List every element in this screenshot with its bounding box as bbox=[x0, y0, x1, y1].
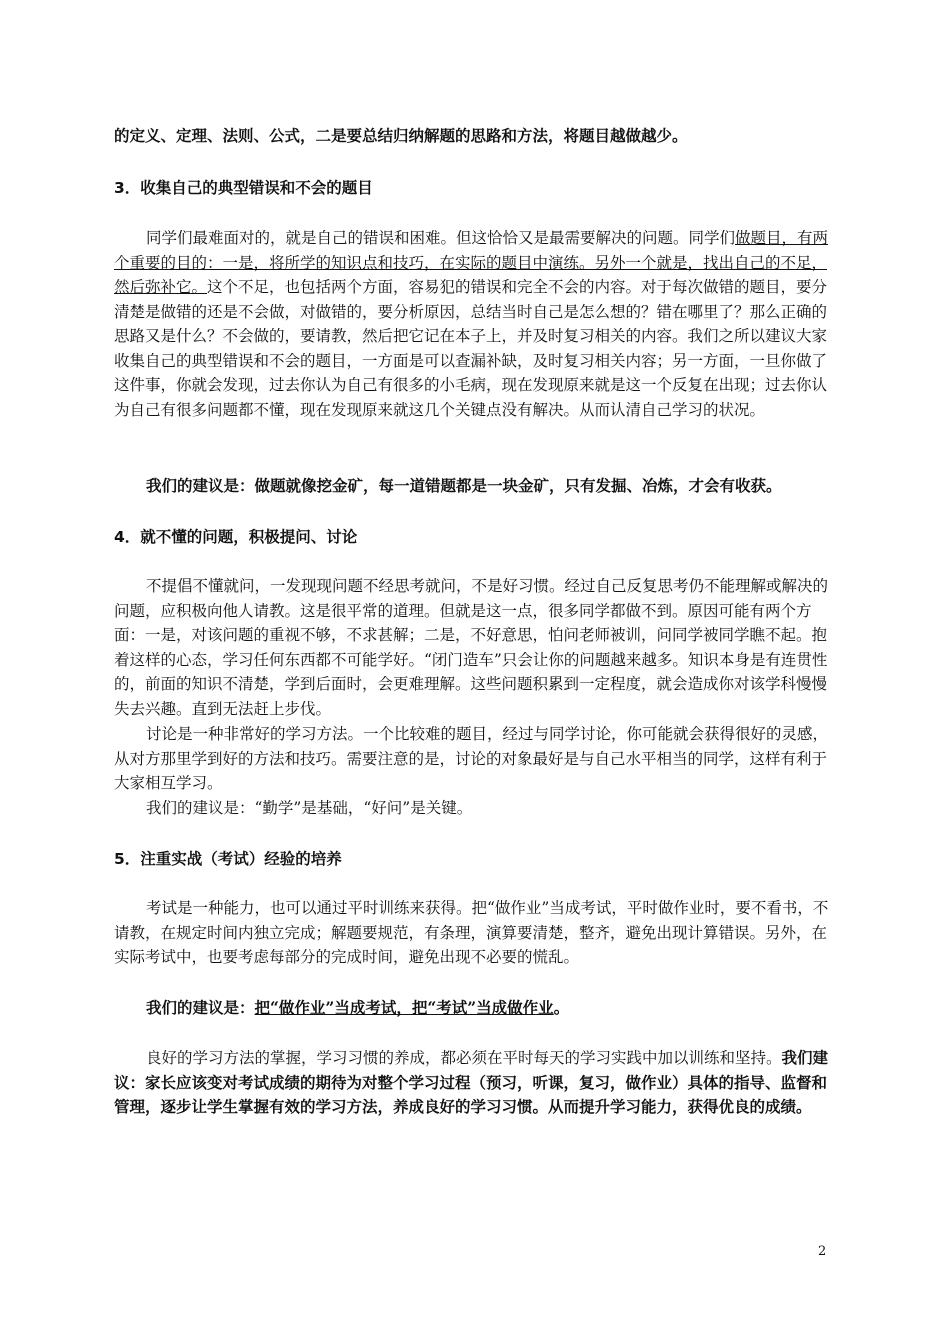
section-5-advice-prefix: 我们的建议是： bbox=[146, 998, 255, 1017]
section-5-advice bbox=[114, 996, 834, 1021]
section-4-heading: 4．就不懂的问题，积极提问、讨论 bbox=[114, 528, 358, 546]
section-4-paragraph-2: 讨论是一种非常好的学习方法。一个比较难的题目，经过与同学讨论，你可能就会获得很好的灵感，从对方那里学到好的方法和技巧。需要注意的是，讨论的对象最好是与自己水平相当的同学，这样有利于大家相互学习。 bbox=[114, 725, 829, 792]
section-5-heading: 5．注重实战（考试）经验的培养 bbox=[114, 850, 342, 868]
section-4-advice: 我们的建议是：“勤学”是基础，“好问”是关键。 bbox=[146, 799, 473, 817]
section-3-text-b: 这个不足，也包括两个方面，容易犯的错误和完全不会的内容。对于每次做错的题目，要分清楚是做错的还是不会做，对做错的，要分析原因，总结当时自己是怎么想的？错在哪里了？那么正确的思路又是什么？不会做的，要请教，然后把它记在本子上，并及时复习相关的内容。我们之所以建议大家收集自己的典型错误和不会的题目，一方面是可以查漏补缺，及时复习相关内容；另一方面，一旦你做了这件事，你就会发现，过去你认为自己有很多的小毛病，现在发现原来就是这一个反复在出现；过去你认为自己有很多问题都不懂，现在发现原来就这几个关键点没有解决。从而认清自己学习的状况。 bbox=[114, 278, 828, 419]
page-number: 2 bbox=[818, 1244, 827, 1259]
section-3-paragraph bbox=[114, 226, 834, 422]
section-3-heading: 3．收集自己的典型错误和不会的题目 bbox=[114, 179, 373, 197]
section-5-advice-suffix: 。 bbox=[553, 998, 570, 1017]
section-3-text-a: 同学们最难面对的，就是自己的错误和困难。但这恰恰又是最需要解决的问题。同学们 bbox=[146, 229, 736, 247]
section-5-paragraph: 考试是一种能力，也可以通过平时训练来获得。把“做作业”当成考试，平时做作业时，要不看书，不请教，在规定时间内独立完成；解题要规范，有条理，演算要清楚，整齐，避免出现计算错误。另外，在实际考试中，也要考虑每部分的完成时间，避免出现不必要的慌乱。 bbox=[114, 899, 829, 966]
section-4-paragraph-1: 不提倡不懂就问，一发现现问题不经思考就问，不是好习惯。经过自己反复思考仍不能理解或解决的问题，应积极向他人请教。这是很平常的道理。但就是这一点，很多同学都做不到。原因可能有两个方面：一是，对该问题的重视不够，不求甚解；二是，不好意思，怕问老师被训，问同学被同学瞧不起。抱着这样的心态，学习任何东西都不可能学好。“闭门造车”只会让你的问题越来越多。知识本身是有连贯性的，前面的知识不清楚，学到后面时，会更难理解。这些问题积累到一定程度，就会造成你对该学科慢慢失去兴趣。直到无法赶上步伐。 bbox=[114, 577, 829, 718]
closing-recommendation: 我们建议：家长应该变对考试成绩的期待为对整个学习过程（预习，听课，复习，做作业）具体的指导、监督和管理，逐步让学生掌握有效的学习方法，养成良好的学习习惯。从而提升学习能力，获得优良的成绩。 bbox=[114, 1048, 829, 1116]
closing-text: 良好的学习方法的掌握，学习习惯的养成，都必须在平时每天的学习实践中加以训练和坚持。 bbox=[146, 1049, 782, 1067]
section-5-advice-underlined: 把“做作业”当成考试，把“考试”当成做作业 bbox=[254, 998, 554, 1017]
closing-paragraph bbox=[114, 1046, 834, 1120]
section-3-advice: 我们的建议是：做题就像挖金矿，每一道错题都是一块金矿，只有发掘、冶炼，才会有收获。 bbox=[146, 476, 782, 495]
section-3-underlined-text: 做题目，有两个重要的目的：一是，将所学的知识点和技巧，在实际的题目中演练。另外一个就是，找出自己的不足，然后弥补它。 bbox=[114, 229, 829, 296]
paragraph-top: 的定义、定理、法则、公式，二是要总结归纳解题的思路和方法，将题目越做越少。 bbox=[114, 126, 688, 145]
